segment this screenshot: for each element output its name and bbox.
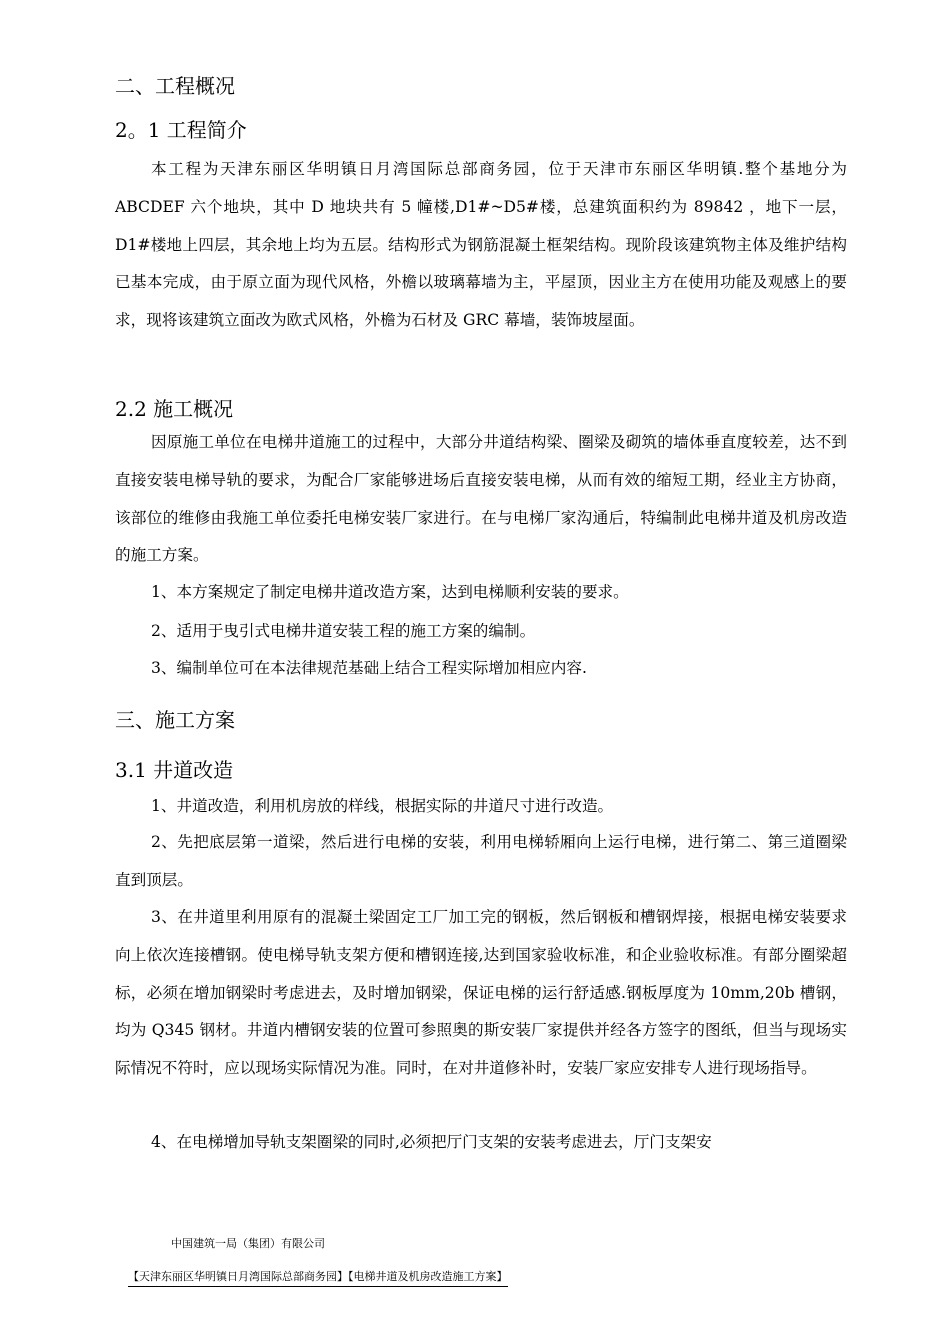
section-heading-2: 二、工程概况: [115, 74, 235, 98]
subsection-heading-3-1: 3.1 井道改造: [115, 758, 234, 782]
list-item-2-2-2: 2、适用于曳引式电梯井道安装工程的施工方案的编制。: [151, 622, 536, 640]
paragraph-3-1-2: 2、先把底层第一道梁，然后进行电梯的安装，利用电梯轿厢向上运行电梯，进行第二、第三道圈梁直到顶层。: [115, 833, 847, 889]
list-item-3-1-1: 1、井道改造，利用机房放的样线，根据实际的井道尺寸进行改造。: [151, 797, 614, 815]
list-item-3-1-4: 4、在电梯增加导轨支架圈梁的同时,必须把厅门支架的安装考虑进去，厅门支架安: [151, 1133, 712, 1151]
subsection-heading-2-2: 2.2 施工概况: [115, 397, 234, 421]
section-heading-3: 三、施工方案: [115, 708, 235, 732]
paragraph-3-1-3: 3、在井道里利用原有的混凝土梁固定工厂加工完的钢板，然后钢板和槽钢焊接，根据电梯安装要求向上依次连接槽钢。使电梯导轨支架方便和槽钢连接,达到国家验收标准，和企业验收标准。有部分圈梁超标，必须在增加钢梁时考虑进去，及时增加钢梁，保证电梯的运行舒适感.钢板厚度为 10mm,20b 槽钢，均为 Q345 钢材。井道内槽钢安装的位置可参照奥的斯安装厂家提供并经各方签字的图纸，但当与现场实际情况不符时，应以现场实际情况为准。同时，在对井道修补时，安装厂家应安排专人进行现场指导。: [115, 908, 847, 1078]
list-item-2-2-1: 1、本方案规定了制定电梯井道改造方案，达到电梯顺利安装的要求。: [151, 583, 629, 601]
paragraph-construction-overview: 因原施工单位在电梯井道施工的过程中，大部分井道结构梁、圈梁及砌筑的墙体垂直度较差，达不到直接安装电梯导轨的要求，为配合厂家能够进场后直接安装电梯，从而有效的缩短工期，经业主方协商，该部位的维修由我施工单位委托电梯安装厂家进行。在与电梯厂家沟通后，特编制此电梯井道及机房改造的施工方案。: [115, 433, 847, 565]
paragraph-project-intro: 本工程为天津东丽区华明镇日月湾国际总部商务园，位于天津市东丽区华明镇.整个基地分为 ABCDEF 六个地块，其中 D 地块共有 5 幢楼,D1#~D5#楼，总建筑面积约为 89842 ，地下一层，D1#楼地上四层，其余地上均为五层。结构形式为钢筋混凝土框架结构。现阶段该建筑物主体及维护结构已基本完成，由于原立面为现代风格，外檐以玻璃幕墙为主，平屋顶，因业主方在使用功能及观感上的要求，现将该建筑立面改为欧式风格，外檐为石材及 GRC 幕墙，装饰坡屋面。: [115, 160, 847, 330]
list-item-2-2-3: 3、编制单位可在本法律规范基础上结合工程实际增加相应内容.: [151, 659, 587, 677]
footer-company-name: 中国建筑一局（集团）有限公司: [171, 1237, 325, 1250]
footer-project-title: 【天津东丽区华明镇日月湾国际总部商务园】【电梯井道及机房改造施工方案】: [128, 1269, 508, 1287]
subsection-heading-2-1: 2。1 工程简介: [115, 118, 247, 142]
